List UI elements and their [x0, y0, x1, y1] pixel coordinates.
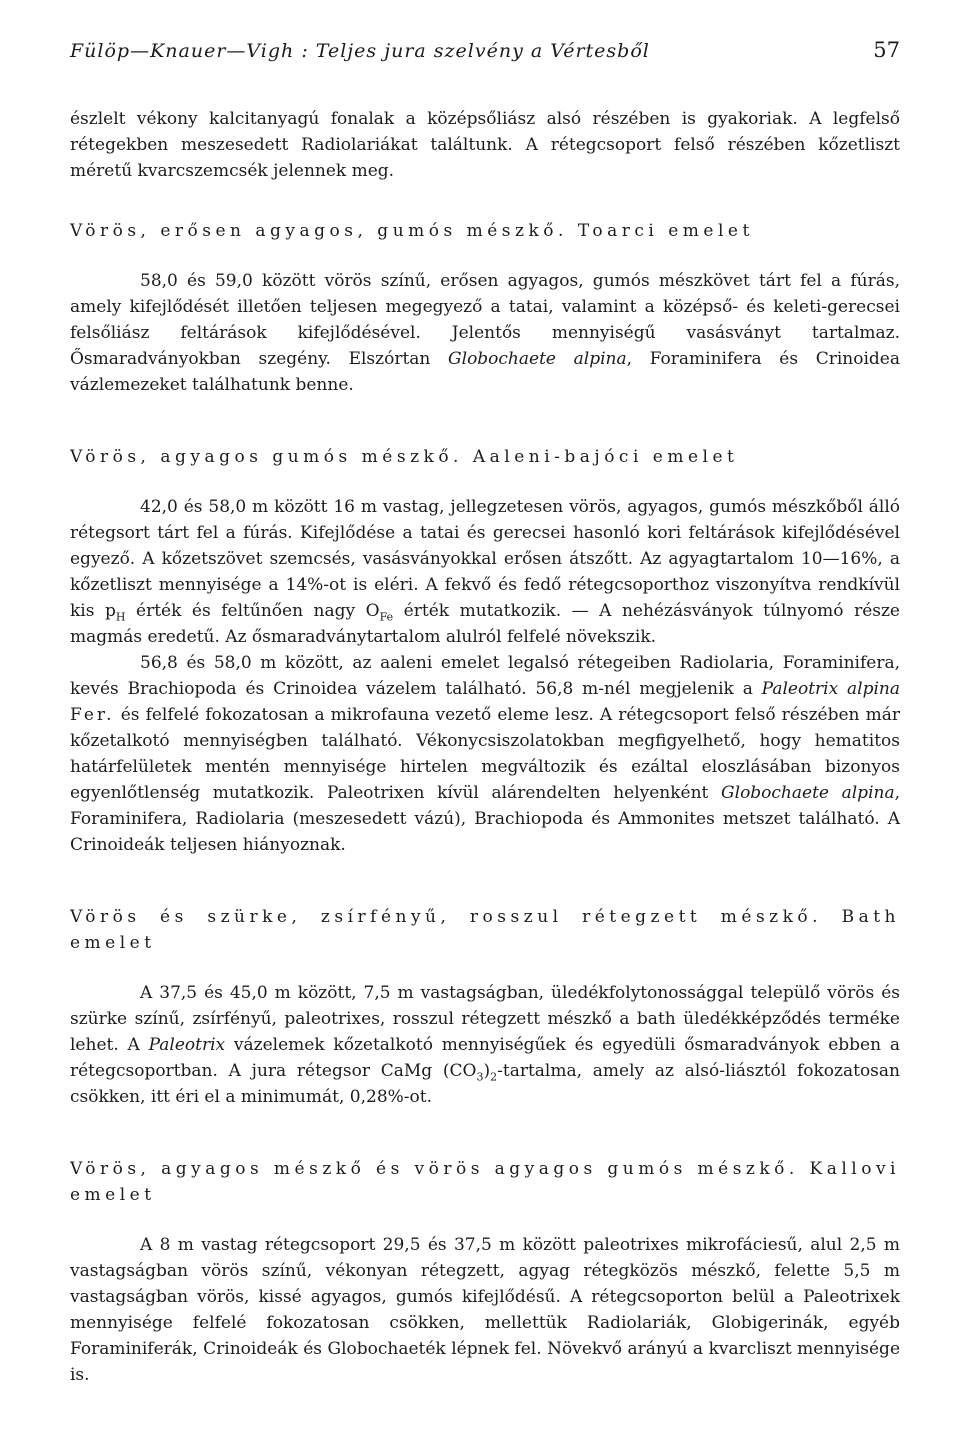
- page-number: 57: [873, 38, 900, 62]
- section-heading-toarci: Vörös, erősen agyagos, gumós mészkő. Toarci emelet: [70, 221, 754, 241]
- running-header: [70, 38, 900, 62]
- section-heading-kallovi: Vörös, agyagos mészkő és vörös agyagos gumós mészkő. Kallovi emelet: [70, 1159, 900, 1205]
- section-heading-aaleni: Vörös, agyagos gumós mészkő. Aaleni-bajóci emelet: [70, 447, 739, 467]
- section-heading-bath: Vörös és szürke, zsírfényű, rosszul rétegzett mészkő. Bath emelet: [70, 907, 900, 953]
- paragraph-aaleni-1: 42,0 és 58,0 m között 16 m vastag, jellegzetesen vörös, agyagos, gumós mészkőből álló rétegsort tárt fel a fúrás. Kifejlődése a tatai és gerecsei hasonló kori feltárások kifejlődésével egyező. A kőzetszövet szemcsés, vasásványokkal erősen átszőtt. Az agyagtartalom 10—16%, a kőzetliszt mennyisége a 14%-ot is eléri. A fekvő és fedő rétegcsoporthoz viszonyítva rendkívül kis $p_H$ érték és feltűnően nagy $O_{Fe}$ érték mutatkozik. — A nehézásványok túlnyomó része magmás eredetű. Az ősmaradványtartalom alulról felfelé növekszik.: [70, 497, 900, 647]
- paragraph-bath: A 37,5 és 45,0 m között, 7,5 m vastagságban, üledékfolytonossággal települő vörös és szürke színű, zsírfényű, paleotrixes, rosszul rétegzett mészkő a bath üledékképződés terméke lehet. A Paleotrix vázelemek kőzetalkotó mennyiségűek és egyedüli ősmaradványok ebben a rétegcsoportban. A jura rétegsor CaMg $(CO_3)_2$-tartalma, amely az alsó-liásztól fokozatosan csökken, itt éri el a minimumát, 0,28%-ot.: [70, 983, 900, 1107]
- paragraph-toarci: 58,0 és 59,0 között vörös színű, erősen agyagos, gumós mészkövet tárt fel a fúrás, amely kifejlődését illetően teljesen megegyező a tatai, valamint a középső- és keleti-gerecsei felsőliász feltárások kifejlődésével. Jelentős mennyiségű vasásványt tartalmaz. Ősmaradványokban szegény. Elszórtan Globochaete alpina, Foraminifera és Crinoidea vázlemezeket találhatunk benne.: [70, 271, 900, 395]
- page: [70, 38, 900, 1388]
- intro-paragraph: észlelt vékony kalcitanyagú fonalak a középsőliász alsó részében is gyakoriak. A legfelső rétegekben meszesedett Radiolariákat találtunk. A rétegcsoport felső részében kőzetliszt méretű kvarcszemcsék jelennek meg.: [70, 109, 900, 181]
- running-title: Fülöp—Knauer—Vigh : Teljes jura szelvény a Vértesből: [70, 40, 650, 62]
- paragraph-aaleni-2: 56,8 és 58,0 m között, az aaleni emelet legalsó rétegeiben Radiolaria, Foraminifera, kevés Brachiopoda és Crinoidea vázelem található. 56,8 m-nél megjelenik a Paleotrix alpina Fer. és felfelé fokozatosan a mikrofauna vezető eleme lesz. A rétegcsoport felső részében már kőzetalkotó mennyiségben található. Vékonycsiszolatokban megfigyelhető, hogy hematitos határfelületek mentén mennyisége hirtelen megváltozik és ezáltal eloszlásában bizonyos egyenlőtlenség mutatkozik. Paleotrixen kívül alárendelten helyenként Globochaete alpina, Foraminifera, Radiolaria (meszesedett vázú), Brachiopoda és Ammonites metszet található. A Crinoideák teljesen hiányoznak.: [70, 653, 901, 855]
- paragraph-kallovi: A 8 m vastag rétegcsoport 29,5 és 37,5 m között paleotrixes mikrofáciesű, alul 2,5 m vastagságban vörös színű, vékonyan rétegzett, agyag rétegközös mészkő, felette 5,5 m vastagságban vörös, kissé agyagos, gumós kifejlődésű. A rétegcsoporton belül a Paleotrixek mennyisége felfelé fokozatosan csökken, mellettük Radiolariák, Globigerinák, egyéb Foraminiferák, Crinoideák és Globochaeték lépnek fel. Növekvő arányú a kvarcliszt mennyisége is.: [70, 1235, 900, 1385]
